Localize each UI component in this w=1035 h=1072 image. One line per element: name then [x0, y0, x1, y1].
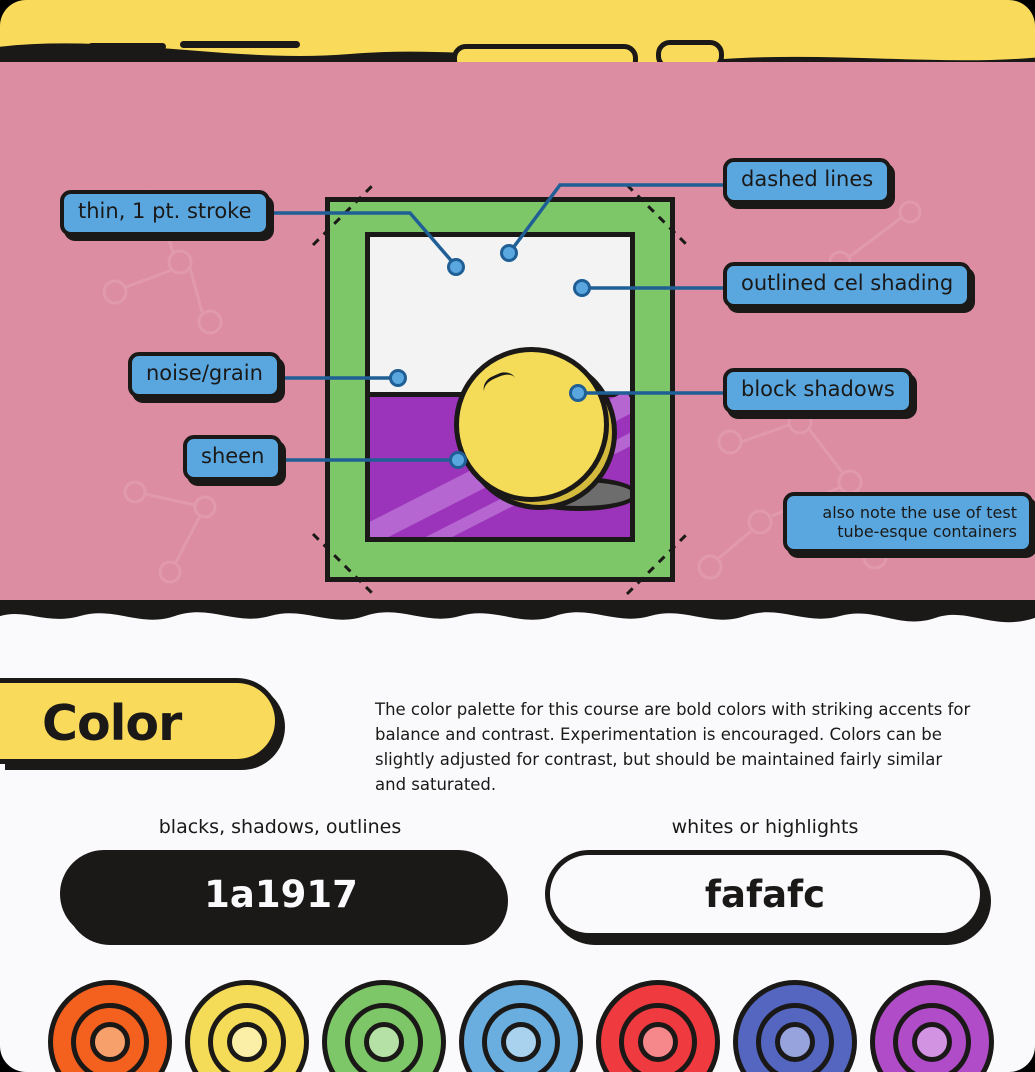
palette-dot-ring	[619, 1003, 697, 1072]
color-section	[0, 600, 1035, 1072]
palette-dot-blue[interactable]	[733, 980, 857, 1072]
palette-dot-green[interactable]	[322, 980, 446, 1072]
palette-dot-ring	[345, 1003, 423, 1072]
callout-noise-grain[interactable]: noise/grain	[128, 352, 281, 398]
palette-dot-core	[912, 1022, 952, 1062]
palette-dot-core	[90, 1022, 130, 1062]
palette-dot-core	[501, 1022, 541, 1062]
ball-specular-highlight	[480, 368, 520, 403]
palette-dot-ring	[208, 1003, 286, 1072]
palette-dot-ring	[893, 1003, 971, 1072]
strip-dash-1	[88, 43, 166, 50]
pink-panel	[0, 62, 1035, 622]
molecule-decoration-3	[110, 462, 280, 602]
palette-dot-core	[227, 1022, 267, 1062]
dark-swatch-caption: blacks, shadows, outlines	[158, 816, 402, 838]
palette-dot-red[interactable]	[596, 980, 720, 1072]
palette-dot-orange[interactable]	[48, 980, 172, 1072]
callout-note[interactable]: also note the use of test tube-esque containers	[783, 492, 1033, 553]
palette-dot-purple[interactable]	[870, 980, 994, 1072]
strip-dash-2	[180, 41, 300, 48]
palette-dot-core	[364, 1022, 404, 1062]
framed-artwork	[325, 197, 675, 582]
palette-dot-core	[638, 1022, 678, 1062]
palette-dot-ring	[71, 1003, 149, 1072]
yellow-ball	[454, 347, 609, 502]
palette-dot-yellow[interactable]	[185, 980, 309, 1072]
callout-outlined-cel-shading[interactable]: outlined cel shading	[723, 262, 971, 308]
dark-swatch-hex: 1a1917	[204, 872, 358, 916]
section-title-badge	[0, 678, 280, 764]
callout-block-shadows[interactable]: block shadows	[723, 368, 913, 414]
light-swatch[interactable]	[545, 850, 985, 938]
page-title: Color	[42, 695, 182, 752]
light-swatch-caption: whites or highlights	[671, 816, 859, 838]
callout-thin-stroke[interactable]: thin, 1 pt. stroke	[60, 190, 270, 236]
palette-dot-ring	[756, 1003, 834, 1072]
section-description: The color palette for this course are bold colors with striking accents for balance and contrast. Experimentation is encouraged. Colors can be slightly adjusted for contrast, but should be maintained fairly similar and saturated.	[375, 699, 971, 794]
palette-dot-light-blue[interactable]	[459, 980, 583, 1072]
callout-dashed-lines[interactable]: dashed lines	[723, 158, 891, 204]
frame-interior	[365, 232, 635, 542]
light-swatch-hex: fafafc	[704, 872, 826, 916]
palette-dot-core	[775, 1022, 815, 1062]
section-wave-divider	[0, 600, 1035, 644]
palette-dot-ring	[482, 1003, 560, 1072]
dark-swatch[interactable]	[60, 850, 502, 938]
callout-sheen[interactable]: sheen	[183, 435, 282, 481]
